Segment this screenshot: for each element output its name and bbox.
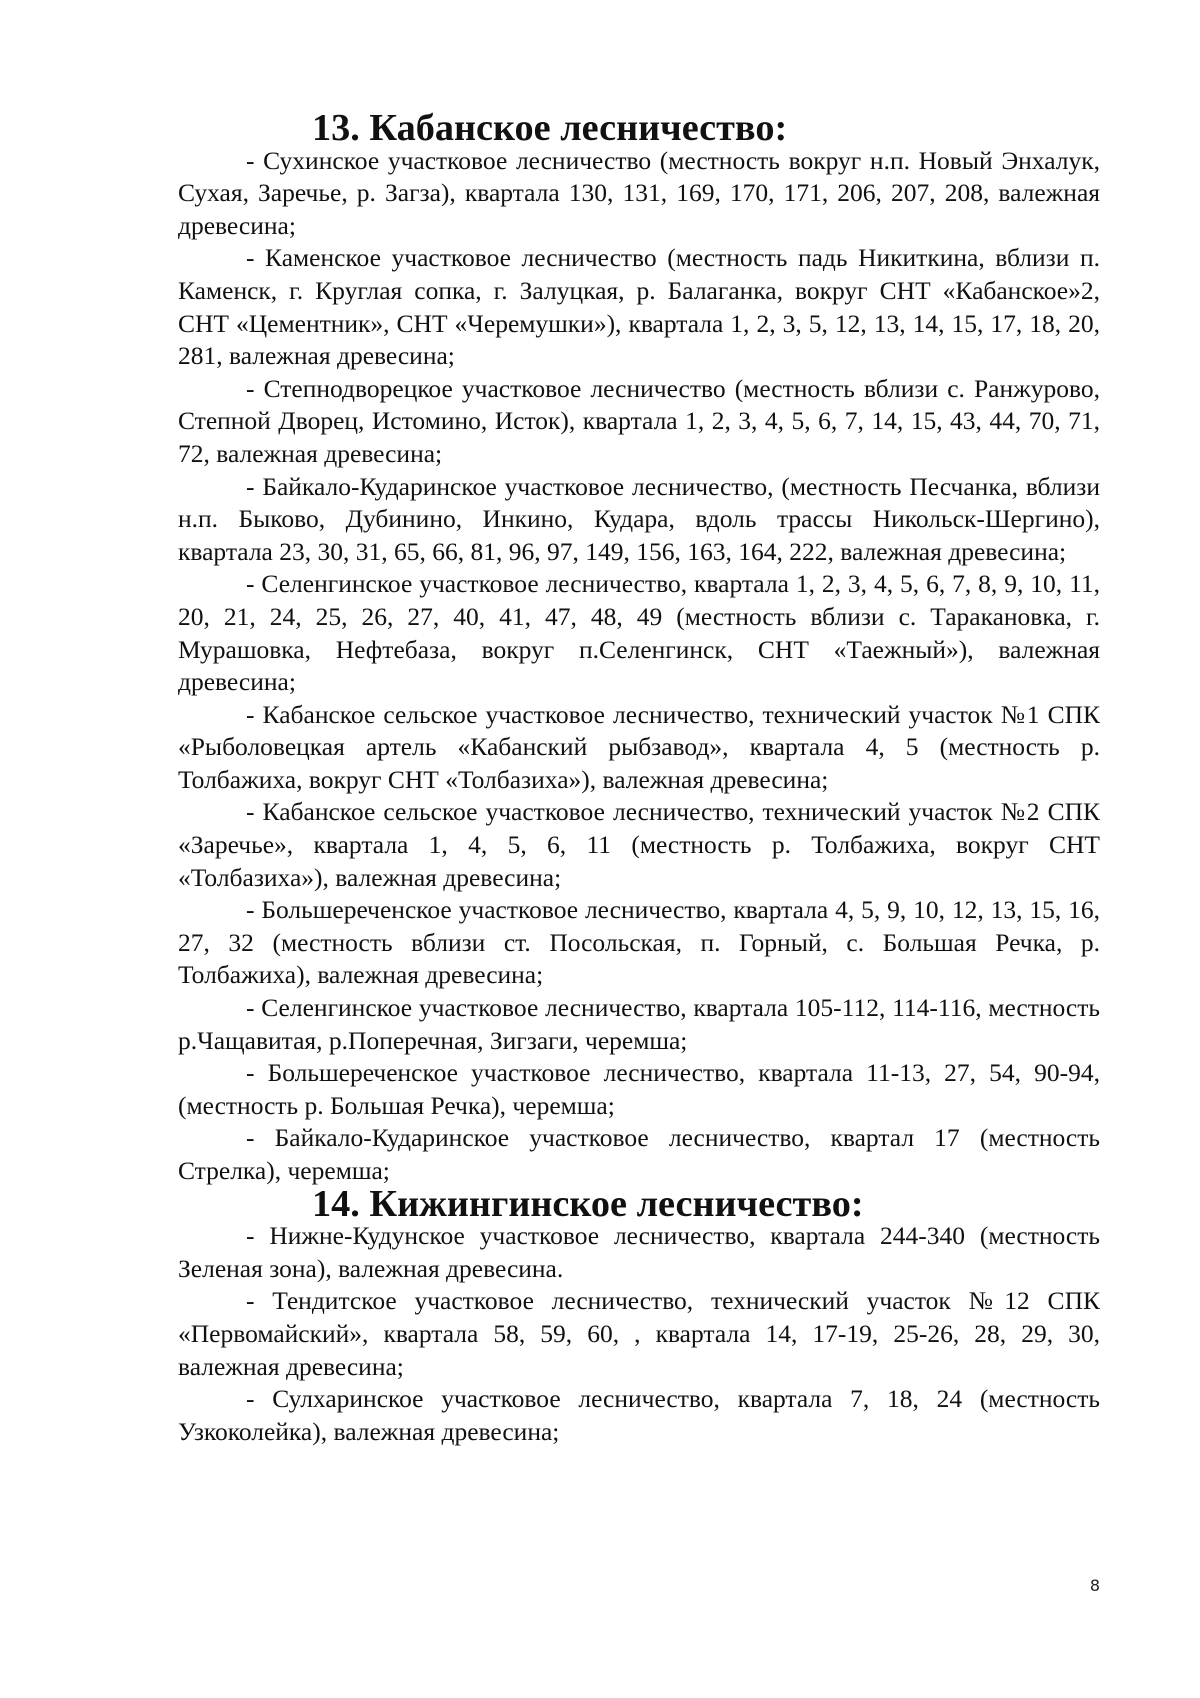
section-13-item-3: - Степнодворецкое участковое лесничество (местность вблизи с. Ранжурово, Степной Дворец, Истомино, Исток), квартала 1, 2, 3, 4, 5, 6, 7, 14, 15, 43, 44, 70, 71, 72, валежная древесина;: [178, 373, 1100, 468]
section-13-item-8: - Большереченское участковое лесничество, квартала 4, 5, 9, 10, 12, 13, 15, 16, 27, 32 (местность вблизи ст. Посольская, п. Горный, с. Большая Речка, р. Толбажиха), валежная древесина;: [178, 895, 1100, 990]
section-13-item-7: - Кабанское сельское участковое лесничество, технический участок №2 СПК «Заречье», квартала 1, 4, 5, 6, 11 (местность р. Толбажиха, вокруг СНТ «Толбазиха»), валежная древесина;: [178, 797, 1100, 892]
section-14-item-2: - Тендитское участковое лесничество, технический участок №12 СПК «Первомайский», квартала 58, 59, 60, , квартала 14, 17-19, 25-26, 28, 29, 30, валежная древесина;: [178, 1286, 1100, 1381]
section-14-item-3: - Сулхаринское участковое лесничество, квартала 7, 18, 24 (местность Узкоколейка), валежная древесина;: [178, 1384, 1100, 1446]
section-13-item-5: - Селенгинское участковое лесничество, квартала 1, 2, 3, 4, 5, 6, 7, 8, 9, 10, 11, 20, 21, 24, 25, 26, 27, 40, 41, 47, 48, 49 (местность вблизи с. Таракановка, г. Мурашовка, Нефтебаза, вокруг п.Селенгинск, СНТ «Таежный»), валежная древесина;: [178, 569, 1100, 697]
section-13-item-9: - Селенгинское участковое лесничество, квартала 105-112, 114-116, местность р.Чащавитая, р.Поперечная, Зигзаги, черемша;: [178, 993, 1100, 1055]
section-13-item-2: - Каменское участковое лесничество (местность падь Никиткина, вблизи п. Каменск, г. Круглая сопка, г. Залуцкая, р. Балаганка, вокруг СНТ «Кабанское»2, СНТ «Цементник», СНТ «Черемушки»), квартала 1, 2, 3, 5, 12, 13, 14, 15, 17, 18, 20, 281, валежная древесина;: [178, 243, 1100, 371]
section-13-item-6: - Кабанское сельское участковое лесничество, технический участок №1 СПК «Рыболовецкая артель «Кабанский рыбзавод», квартала 4, 5 (местность р. Толбажиха, вокруг СНТ «Толбазиха»), валежная древесина;: [178, 699, 1100, 794]
section-13-item-10: - Большереченское участковое лесничество, квартала 11-13, 27, 54, 90-94, (местность р. Большая Речка), черемша;: [178, 1058, 1100, 1120]
section-13-heading: 13. Кабанское лесничество:: [312, 107, 788, 149]
section-13-item-4: - Байкало-Кударинское участковое лесничество, (местность Песчанка, вблизи н.п. Быково, Дубинино, Инкино, Кудара, вдоль трассы Никольск-Шергино), квартала 23, 30, 31, 65, 66, 81, 96, 97, 149, 156, 163, 164, 222, валежная древесина;: [178, 471, 1100, 566]
page-number: 8: [1089, 1576, 1100, 1595]
section-14-item-1: - Нижне-Кудунское участковое лесничество, квартала 244-340 (местность Зеленая зона), валежная древесина.: [178, 1221, 1100, 1283]
section-13-item-1: - Сухинское участковое лесничество (местность вокруг н.п. Новый Энхалук, Сухая, Заречье, р. Загза), квартала 130, 131, 169, 170, 171, 206, 207, 208, валежная древесина;: [178, 145, 1100, 240]
section-13-item-11: - Байкало-Кударинское участковое лесничество, квартал 17 (местность Стрелка), черемша;: [178, 1123, 1100, 1185]
document-body: [178, 107, 1100, 1448]
section-14-heading: 14. Кижингинское лесничество:: [312, 1182, 864, 1225]
